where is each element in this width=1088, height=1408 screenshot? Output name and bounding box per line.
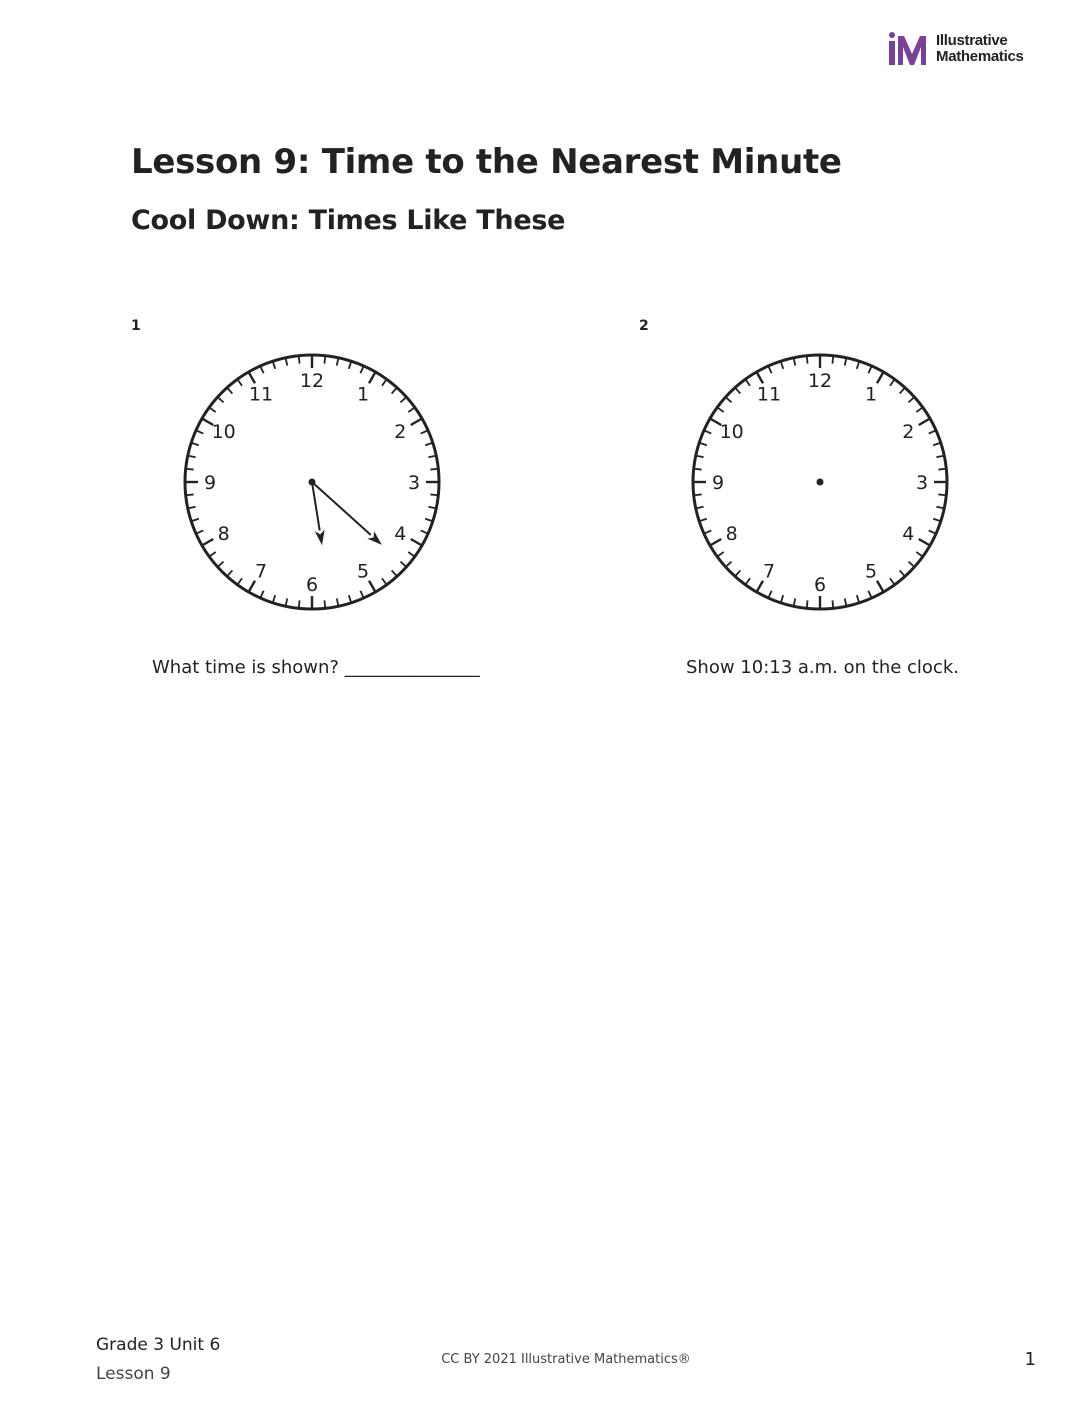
im-logo-icon [888, 32, 928, 66]
clock-numeral: 5 [356, 560, 370, 583]
hour-tick [369, 372, 376, 383]
minute-tick [704, 530, 711, 533]
minute-tick [717, 552, 723, 557]
problem-number: 1 [131, 318, 141, 334]
clock-numeral: 3 [915, 472, 929, 494]
clock-numeral: 7 [762, 560, 776, 583]
minute-tick [425, 443, 433, 445]
hour-tick [411, 419, 422, 426]
minute-tick [196, 430, 203, 433]
minute-tick [430, 469, 438, 470]
minute-tick [209, 407, 215, 412]
minute-tick [360, 591, 363, 598]
problem-number: 2 [639, 318, 649, 334]
clock-numeral: 6 [305, 574, 319, 596]
minute-tick [227, 388, 232, 394]
minute-tick [382, 379, 387, 385]
minute-tick [382, 578, 387, 584]
hour-hand [312, 482, 320, 530]
hour-tick [369, 581, 376, 592]
clock-numeral: 10 [719, 421, 744, 443]
clock-numeral: 2 [902, 421, 915, 443]
hour-tick [411, 539, 422, 546]
minute-tick [768, 591, 771, 598]
minute-tick [807, 600, 808, 608]
minute-tick [900, 388, 905, 394]
hour-tick [877, 581, 884, 592]
question-prompt: Show 10:13 a.m. on the clock. [686, 657, 959, 678]
minute-tick [735, 388, 740, 394]
cool-down-title: Cool Down: Times Like These [131, 205, 566, 236]
minute-tick [868, 591, 871, 598]
clock-numeral: 11 [248, 383, 274, 406]
minute-tick [237, 379, 242, 385]
minute-tick [933, 443, 941, 445]
minute-tick [890, 578, 895, 584]
hour-tick [757, 581, 764, 592]
minute-tick [717, 407, 723, 412]
minute-tick [349, 595, 351, 603]
hour-tick [202, 539, 213, 546]
clock-numeral: 10 [211, 421, 236, 443]
hour-tick [919, 419, 930, 426]
clock-numeral: 6 [813, 574, 827, 596]
minute-tick [832, 600, 833, 608]
hour-tick [249, 372, 256, 383]
minute-tick [916, 407, 922, 412]
minute-tick [392, 388, 397, 394]
minute-tick [916, 552, 922, 557]
minute-tick [273, 361, 275, 369]
clock-face-with-hands [176, 346, 448, 618]
minute-tick [890, 379, 895, 385]
clock-numeral: 9 [711, 472, 725, 494]
minute-tick [349, 361, 351, 369]
minute-tick [299, 600, 300, 608]
minute-tick [400, 397, 406, 402]
minute-tick [699, 519, 707, 521]
clock-numeral: 11 [756, 383, 782, 406]
clock-center-dot [309, 479, 316, 486]
clock-numeral: 5 [864, 560, 878, 583]
hour-tick [710, 539, 721, 546]
minute-tick [218, 397, 224, 402]
minute-tick [781, 361, 783, 369]
logo-line-2: Mathematics [936, 48, 1024, 65]
hour-tick [757, 372, 764, 383]
minute-tick [430, 494, 438, 495]
footer-copyright: CC BY 2021 Illustrative Mathematics® [441, 1352, 691, 1367]
clock-numeral: 4 [902, 523, 915, 545]
hour-tick [919, 539, 930, 546]
minute-tick [807, 356, 808, 364]
minute-tick [929, 430, 936, 433]
clock-numeral: 7 [254, 560, 268, 583]
minute-tick [735, 570, 740, 576]
clock-center-dot [817, 479, 824, 486]
blank-clock-face[interactable] [684, 346, 956, 618]
minute-tick [324, 600, 325, 608]
minute-tick [408, 552, 414, 557]
hour-tick [249, 581, 256, 592]
minute-tick [704, 430, 711, 433]
minute-tick [260, 366, 263, 373]
minute-tick [781, 595, 783, 603]
minute-tick [408, 407, 414, 412]
minute-tick [360, 366, 363, 373]
hour-hand-arrowhead [315, 530, 325, 546]
minute-tick [392, 570, 397, 576]
clock-numeral: 8 [725, 523, 738, 545]
lesson-title: Lesson 9: Time to the Nearest Minute [131, 142, 842, 182]
minute-tick [299, 356, 300, 364]
minute-tick [900, 570, 905, 576]
logo-text [936, 33, 1024, 65]
minute-tick [260, 591, 263, 598]
footer-lesson: Lesson 9 [96, 1364, 171, 1384]
minute-tick [186, 469, 194, 470]
minute-tick [209, 552, 215, 557]
clock-numeral: 1 [864, 383, 878, 406]
minute-tick [400, 562, 406, 567]
minute-tick [191, 519, 199, 521]
footer-grade-unit: Grade 3 Unit 6 [96, 1335, 221, 1355]
minute-tick [218, 562, 224, 567]
clock-numeral: 4 [394, 523, 407, 545]
minute-tick [726, 397, 732, 402]
minute-tick [191, 443, 199, 445]
minute-tick [908, 562, 914, 567]
clock-numeral: 12 [299, 370, 325, 392]
minute-tick [857, 361, 859, 369]
minute-tick [694, 469, 702, 470]
logo-line-1: Illustrative [936, 32, 1008, 49]
illustrative-mathematics-logo [888, 32, 1048, 66]
minute-tick [933, 519, 941, 521]
minute-tick [324, 356, 325, 364]
minute-tick [425, 519, 433, 521]
minute-tick [908, 397, 914, 402]
minute-tick [699, 443, 707, 445]
minute-tick [768, 366, 771, 373]
clock-numeral: 9 [203, 472, 217, 494]
page-number: 1 [1024, 1349, 1036, 1370]
minute-hand [312, 482, 371, 535]
minute-tick [929, 530, 936, 533]
minute-tick [857, 595, 859, 603]
minute-tick [694, 494, 702, 495]
clock-numeral: 1 [356, 383, 370, 406]
question-prompt: What time is shown? _______________ [152, 657, 480, 678]
minute-tick [273, 595, 275, 603]
minute-tick [868, 366, 871, 373]
minute-tick [237, 578, 242, 584]
hour-tick [877, 372, 884, 383]
minute-tick [421, 430, 428, 433]
clock-numeral: 3 [407, 472, 421, 494]
minute-tick [938, 469, 946, 470]
minute-tick [938, 494, 946, 495]
clock-numeral: 12 [807, 370, 833, 392]
minute-tick [421, 530, 428, 533]
minute-tick [726, 562, 732, 567]
minute-tick [745, 578, 750, 584]
minute-tick [186, 494, 194, 495]
minute-tick [196, 530, 203, 533]
minute-tick [832, 356, 833, 364]
minute-tick [227, 570, 232, 576]
clock-numeral: 2 [394, 421, 407, 443]
clock-numeral: 8 [217, 523, 230, 545]
minute-tick [745, 379, 750, 385]
